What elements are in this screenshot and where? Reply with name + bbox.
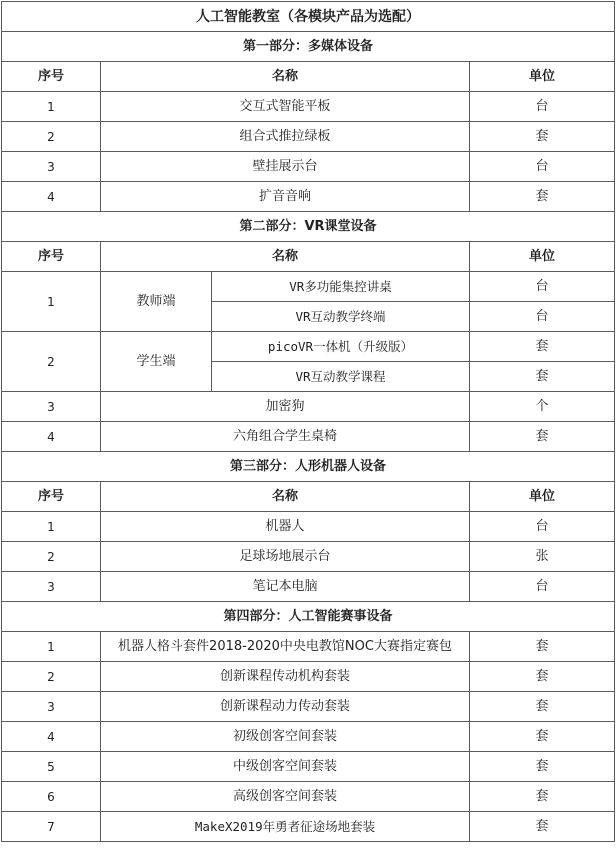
section-title-part4: 第四部分：人工智能赛事设备 [2, 602, 615, 632]
row-name: MakeX2019年勇者征途场地套装 [101, 812, 470, 842]
row-unit: 套 [470, 722, 615, 752]
row-name: 机器人格斗套件2018-2020中央电教馆NOC大赛指定赛包 [101, 632, 470, 662]
header-row [2, 482, 615, 512]
table-row [2, 392, 615, 422]
row-no: 1 [2, 632, 101, 662]
row-name: 笔记本电脑 [101, 572, 470, 602]
table-row [2, 722, 615, 752]
table-row [2, 812, 615, 842]
table-row [2, 572, 615, 602]
header-unit: 单位 [470, 482, 615, 512]
row-name: 机器人 [101, 512, 470, 542]
section-row [2, 32, 615, 62]
row-no: 3 [2, 392, 101, 422]
row-name: 创新课程传动机构套装 [101, 662, 470, 692]
table-row [2, 332, 615, 362]
row-name: VR互动教学课程 [212, 362, 470, 392]
section-title-part3: 第三部分：人形机器人设备 [2, 452, 615, 482]
row-unit: 套 [470, 812, 615, 842]
row-no: 3 [2, 692, 101, 722]
row-unit: 套 [470, 662, 615, 692]
section-row [2, 452, 615, 482]
section-row [2, 602, 615, 632]
table-row [2, 512, 615, 542]
row-unit: 个 [470, 392, 615, 422]
row-name: 壁挂展示台 [101, 152, 470, 182]
section-title-part2: 第二部分：VR课堂设备 [2, 212, 615, 242]
row-role-student: 学生端 [101, 332, 212, 392]
row-no: 5 [2, 752, 101, 782]
table-row [2, 752, 615, 782]
header-name: 名称 [101, 62, 470, 92]
table-row [2, 182, 615, 212]
table-row [2, 272, 615, 302]
header-unit: 单位 [470, 242, 615, 272]
row-name: 组合式推拉绿板 [101, 122, 470, 152]
row-no: 2 [2, 662, 101, 692]
row-unit: 套 [470, 692, 615, 722]
header-unit: 单位 [470, 62, 615, 92]
row-name: 中级创客空间套装 [101, 752, 470, 782]
title-row [2, 2, 615, 32]
table-row [2, 92, 615, 122]
row-no: 3 [2, 152, 101, 182]
row-no: 2 [2, 332, 101, 392]
row-no: 2 [2, 542, 101, 572]
section-title-part1: 第一部分：多媒体设备 [2, 32, 615, 62]
row-no: 1 [2, 512, 101, 542]
table-row [2, 632, 615, 662]
row-role-teacher: 教师端 [101, 272, 212, 332]
section-row [2, 212, 615, 242]
row-unit: 套 [470, 422, 615, 452]
row-name: 足球场地展示台 [101, 542, 470, 572]
row-unit: 套 [470, 362, 615, 392]
header-no: 序号 [2, 242, 101, 272]
row-unit: 套 [470, 122, 615, 152]
header-name: 名称 [101, 242, 470, 272]
header-name: 名称 [101, 482, 470, 512]
row-unit: 套 [470, 752, 615, 782]
row-unit: 套 [470, 332, 615, 362]
table-row [2, 782, 615, 812]
row-name: VR多功能集控讲桌 [212, 272, 470, 302]
row-no: 4 [2, 722, 101, 752]
table-row [2, 122, 615, 152]
header-no: 序号 [2, 62, 101, 92]
row-unit: 台 [470, 572, 615, 602]
row-unit: 台 [470, 512, 615, 542]
row-name: 交互式智能平板 [101, 92, 470, 122]
row-no: 6 [2, 782, 101, 812]
row-no: 4 [2, 182, 101, 212]
row-name: 扩音音响 [101, 182, 470, 212]
header-row [2, 242, 615, 272]
row-no: 7 [2, 812, 101, 842]
row-no: 3 [2, 572, 101, 602]
table-row [2, 662, 615, 692]
row-unit: 台 [470, 272, 615, 302]
row-unit: 张 [470, 542, 615, 572]
row-name: picoVR一体机（升级版） [212, 332, 470, 362]
table-row [2, 152, 615, 182]
table-row [2, 542, 615, 572]
row-unit: 套 [470, 782, 615, 812]
row-name: 加密狗 [101, 392, 470, 422]
row-unit: 台 [470, 302, 615, 332]
row-unit: 台 [470, 92, 615, 122]
row-name: VR互动教学终端 [212, 302, 470, 332]
equipment-table [1, 1, 615, 842]
table-row [2, 692, 615, 722]
row-name: 初级创客空间套装 [101, 722, 470, 752]
row-name: 高级创客空间套装 [101, 782, 470, 812]
row-unit: 套 [470, 632, 615, 662]
header-no: 序号 [2, 482, 101, 512]
table-title: 人工智能教室（各模块产品为选配） [2, 2, 615, 32]
row-name: 六角组合学生桌椅 [101, 422, 470, 452]
row-unit: 套 [470, 182, 615, 212]
row-no: 4 [2, 422, 101, 452]
row-no: 1 [2, 92, 101, 122]
table-row [2, 422, 615, 452]
row-unit: 台 [470, 152, 615, 182]
row-no: 1 [2, 272, 101, 332]
row-no: 2 [2, 122, 101, 152]
header-row [2, 62, 615, 92]
row-name: 创新课程动力传动套装 [101, 692, 470, 722]
